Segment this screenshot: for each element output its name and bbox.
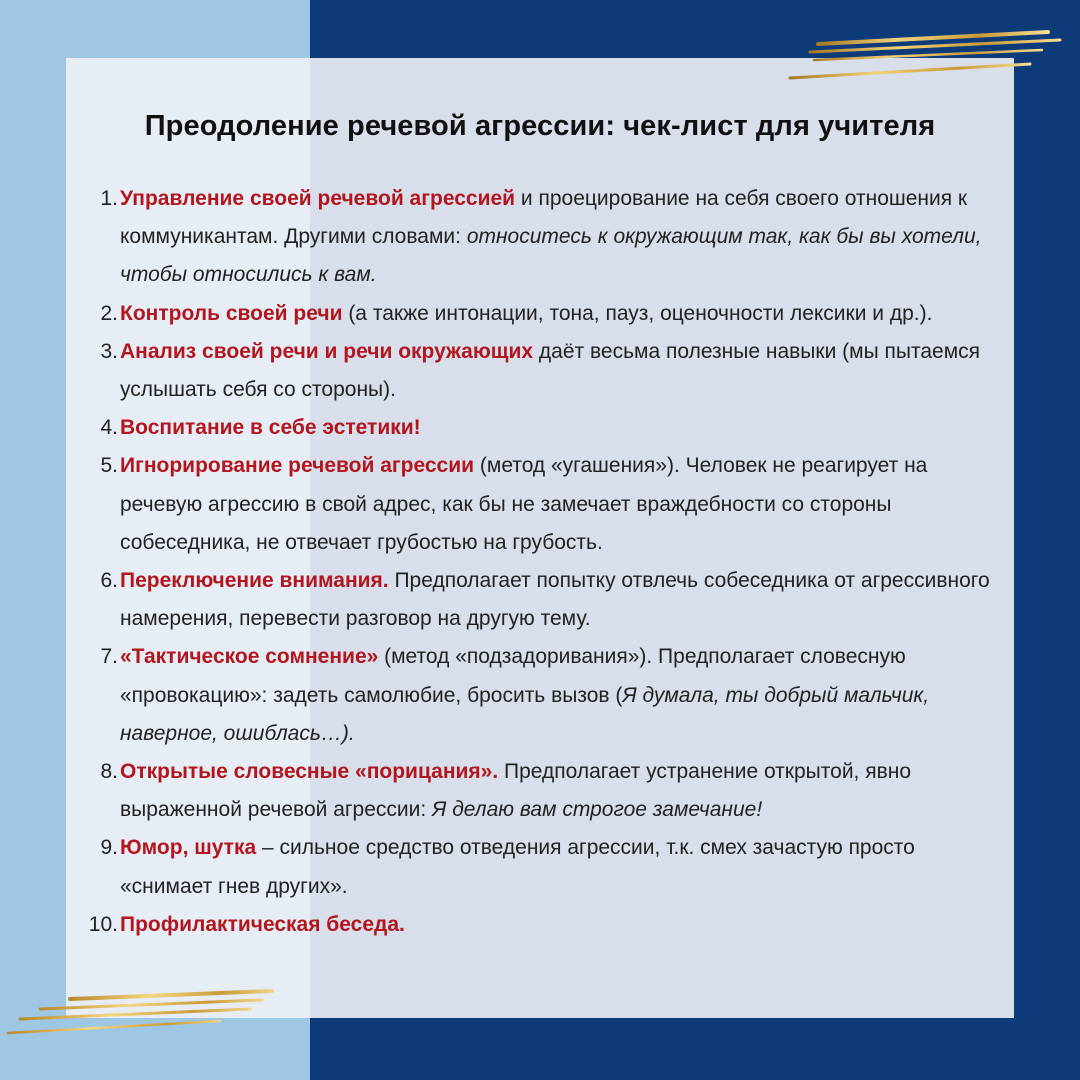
checklist-item xyxy=(78,753,998,829)
item-heading: Открытые словесные «порицания». xyxy=(120,760,499,784)
item-heading: Профилактическая беседа. xyxy=(120,912,405,936)
item-heading: Переключение внимания. xyxy=(120,569,389,593)
item-number: 8. xyxy=(100,760,118,784)
checklist-item xyxy=(78,906,998,944)
item-text: – сильное средство отведения агрессии, т.к. смех зачастую просто «снимает гнев других». xyxy=(120,836,915,898)
checklist-item xyxy=(78,829,998,905)
checklist-item xyxy=(78,333,998,409)
item-heading: «Тактическое сомнение» xyxy=(120,645,379,669)
item-heading: Юмор, шутка xyxy=(120,836,257,860)
item-heading: Управление своей речевой агрессией xyxy=(120,187,516,210)
item-heading: Анализ своей речи и речи окружающих xyxy=(120,339,534,363)
item-text: Предполагает устранение открытой, явно выраженной речевой агрессии: xyxy=(120,760,912,822)
item-number: 7. xyxy=(100,645,118,669)
item-text: (метод «подзадоривания»). Предполагает словесную «провокацию»: задеть самолюбие, бросить вызов ( xyxy=(120,645,906,707)
item-example: относитесь к окружающим так, как бы вы хотели, чтобы относились к вам. xyxy=(120,225,982,287)
item-heading: Игнорирование речевой агрессии xyxy=(120,454,475,478)
item-number: 2. xyxy=(100,301,118,325)
item-text: (а также интонации, тона, пауз, оценочности лексики и др.). xyxy=(342,301,933,325)
item-example: Я делаю вам строгое замечание! xyxy=(432,798,763,822)
checklist-item xyxy=(78,447,998,562)
checklist-item xyxy=(78,295,998,333)
item-heading: Воспитание в себе эстетики! xyxy=(120,416,421,440)
item-number: 6. xyxy=(100,569,118,593)
item-number: 5. xyxy=(100,454,118,478)
item-text: (метод «угашения»). Человек не реагирует на речевую агрессию в свой адрес, как бы не замечает враждебности со стороны собеседника, не отвечает грубостью на грубость. xyxy=(120,454,928,554)
item-text: Предполагает попытку отвлечь собеседника от агрессивного намерения, перевести разговор на другую тему. xyxy=(120,569,990,631)
checklist-item xyxy=(78,409,998,447)
item-number: 4. xyxy=(100,416,118,440)
item-number: 1. xyxy=(100,187,118,210)
item-number: 9. xyxy=(100,836,118,860)
checklist-item xyxy=(78,638,998,753)
item-number: 3. xyxy=(100,339,118,363)
checklist xyxy=(78,180,998,944)
checklist-item xyxy=(78,562,998,638)
item-number: 10. xyxy=(88,912,118,936)
item-heading: Контроль своей речи xyxy=(120,301,343,325)
checklist-item xyxy=(78,180,998,295)
item-text: и проецирование на себя своего отношения к коммуникантам. Другими словами: xyxy=(120,187,968,249)
page-title: Преодоление речевой агрессии: чек-лист для учителя xyxy=(144,110,936,142)
item-example: Я думала, ты добрый мальчик, наверное, ошиблась…). xyxy=(120,683,930,745)
item-text: даёт весьма полезные навыки (мы пытаемся услышать себя со стороны). xyxy=(120,339,981,402)
